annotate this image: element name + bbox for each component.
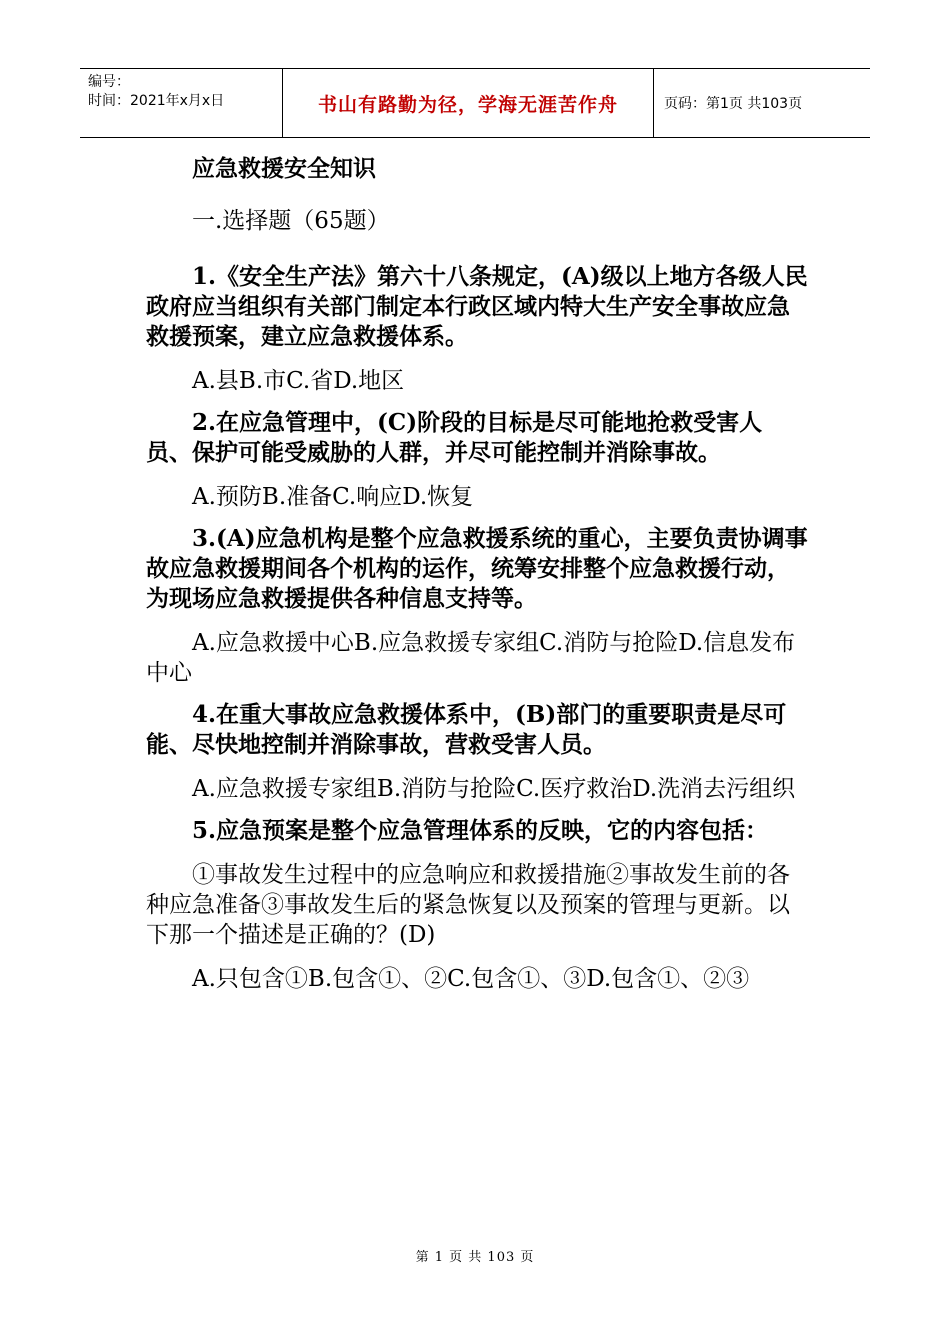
- question-2-options: A.预防B.准备C.响应D.恢复: [192, 484, 474, 510]
- document-date: 时间：2021年x月x日: [88, 93, 225, 109]
- question-5-options: A.只包含①B.包含①、②C.包含①、③D.包含①、②③: [192, 966, 750, 992]
- question-4: 4.在重大事故应急救援体系中，(B)部门的重要职责是尽可能、尽快地控制并消除事故，营救受害人员。: [146, 701, 787, 758]
- section-heading: 一.选择题（65题）: [192, 208, 390, 234]
- question-5-statements: ①事故发生过程中的应急响应和救援措施②事故发生前的各种应急准备③事故发生后的紧急恢复以及预案的管理与更新。以下那一个描述是正确的？(D): [146, 862, 790, 948]
- page-header: [80, 68, 870, 138]
- question-1: 1.《安全生产法》第六十八条规定，(A)级以上地方各级人民政府应当组织有关部门制定本行政区域内特大生产安全事故应急救援预案，建立应急救援体系。: [146, 263, 808, 350]
- header-page-info: 页码：第1页 共103页: [664, 96, 803, 112]
- question-3: 3.(A)应急机构是整个应急救援系统的重心，主要负责协调事故应急救援期间各个机构的运作，统筹安排整个应急救援行动，为现场应急救援提供各种信息支持等。: [146, 525, 808, 612]
- document-body: [146, 154, 808, 994]
- page-footer: 第 1 页 共 103 页: [415, 1250, 535, 1265]
- header-motto: 书山有路勤为径，学海无涯苦作舟: [282, 69, 654, 137]
- question-5: 5.应急预案是整个应急管理体系的反映，它的内容包括：: [192, 817, 769, 844]
- header-meta: [80, 69, 282, 137]
- document-title: 应急救援安全知识: [192, 155, 376, 182]
- question-3-options: A.应急救援中心B.应急救援专家组C.消防与抢险D.信息发布中心: [146, 630, 796, 686]
- question-2: 2.在应急管理中，(C)阶段的目标是尽可能地抢救受害人员、保护可能受威胁的人群，并尽可能控制并消除事故。: [146, 409, 763, 466]
- document-number-label: 编号：: [88, 74, 130, 90]
- question-1-options: A.县B.市C.省D.地区: [192, 368, 405, 394]
- question-4-options: A.应急救援专家组B.消防与抢险C.医疗救治D.洗消去污组织: [192, 776, 796, 802]
